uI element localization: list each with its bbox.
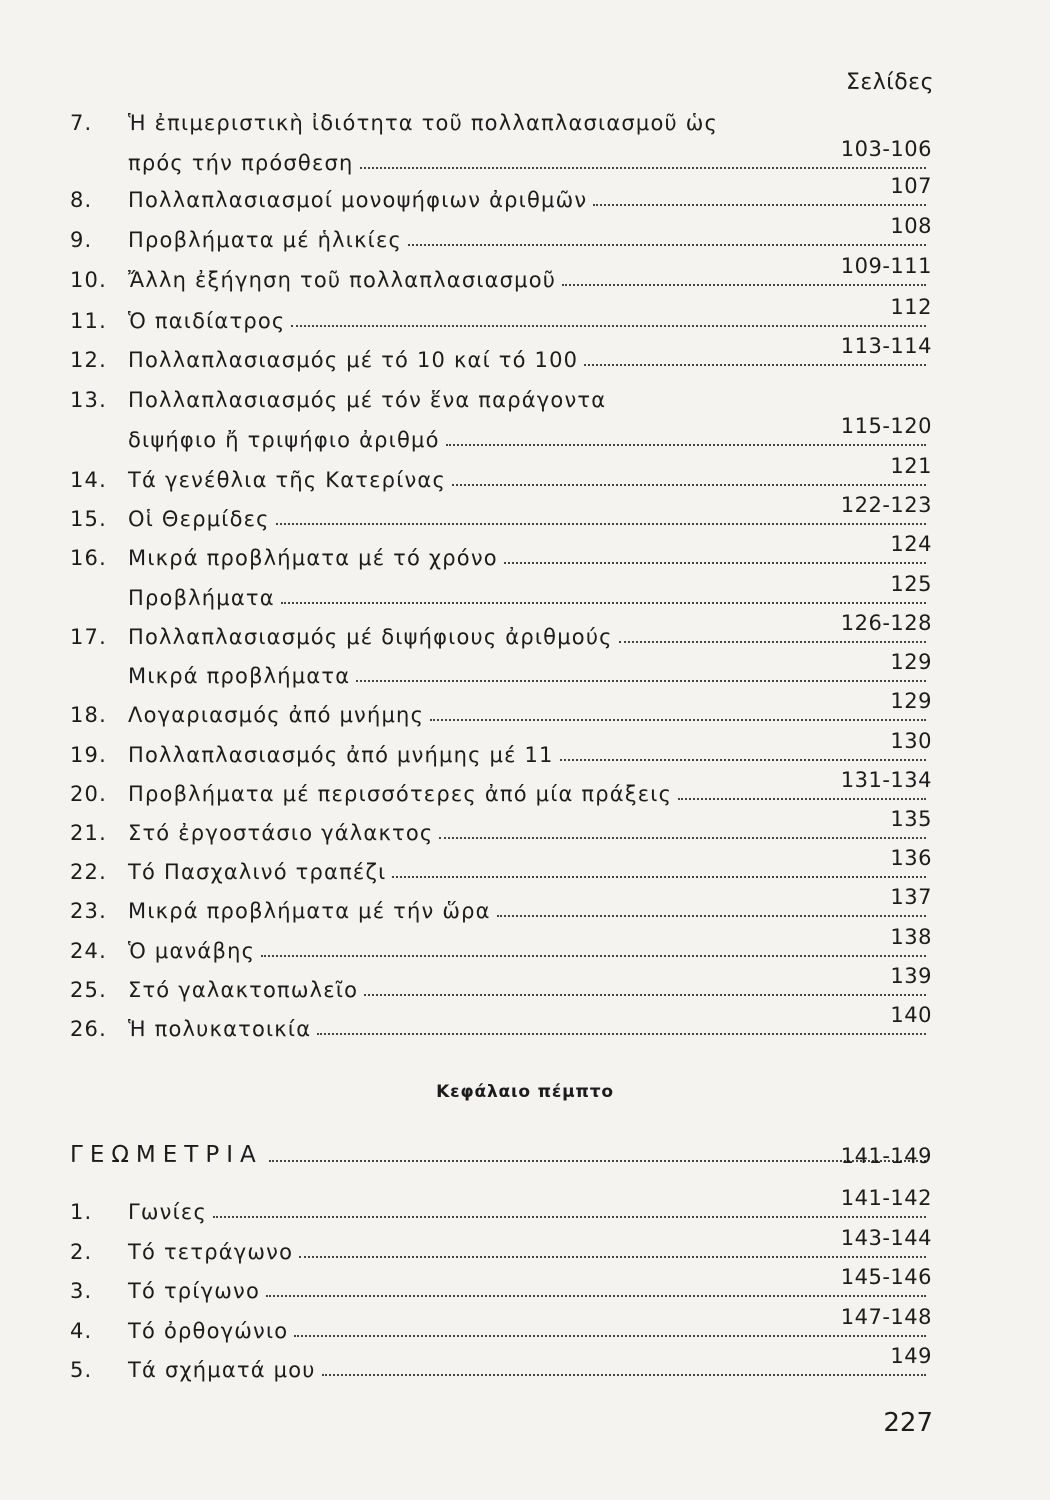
- entry-number: 7.: [70, 111, 93, 135]
- dot-leader: [276, 521, 926, 525]
- entry-pages: 137: [890, 885, 932, 909]
- entry-number: 4.: [70, 1319, 93, 1343]
- entry-pages: 107: [890, 174, 932, 198]
- entry-number: 26.: [70, 1017, 107, 1041]
- entry-pages: 125: [890, 572, 932, 596]
- entry-number: 20.: [70, 782, 107, 806]
- toc-entry: [70, 174, 932, 212]
- dot-leader: [213, 1214, 926, 1218]
- dot-leader: [619, 639, 926, 643]
- entry-number: 22.: [70, 860, 107, 884]
- entry-title: Πολλαπλασιασμός μέ τό 10 καί τό 100: [128, 348, 579, 372]
- entry-pages: 147-148: [840, 1305, 932, 1329]
- entry-title: Ὁ παιδίατρος: [128, 309, 286, 333]
- entry-number: 10.: [70, 268, 107, 292]
- entry-pages: 115-120: [840, 414, 932, 438]
- toc-entry: [70, 650, 932, 688]
- dot-leader: [430, 717, 926, 721]
- entry-pages: 112: [890, 295, 932, 319]
- toc-entry: [70, 925, 932, 963]
- entry-pages: 121: [890, 454, 932, 478]
- entry-title: Μικρά προβλήματα: [128, 664, 351, 688]
- dot-leader: [562, 282, 926, 286]
- toc-entry: [70, 611, 932, 649]
- toc-entry: [70, 1265, 932, 1303]
- toc-entry: [70, 414, 932, 452]
- dot-leader: [584, 362, 926, 366]
- entry-title-line1: Πολλαπλασιασμός μέ τόν ἕνα παράγοντα: [128, 388, 607, 412]
- entry-number: 9.: [70, 228, 93, 252]
- dot-leader: [261, 953, 926, 957]
- entry-title: πρός τήν πρόσθεση: [128, 151, 354, 175]
- entry-number: 1.: [70, 1200, 93, 1224]
- entry-number: 12.: [70, 348, 107, 372]
- entry-pages: 108: [890, 214, 932, 238]
- entry-title: Γωνίες: [128, 1200, 207, 1224]
- entry-pages: 129: [890, 650, 932, 674]
- entry-pages: 136: [890, 846, 932, 870]
- entry-pages: 109-111: [840, 254, 932, 278]
- entry-pages: 143-144: [840, 1226, 932, 1250]
- toc-entry: [70, 493, 932, 531]
- toc-entry-first-line: [70, 380, 932, 412]
- entry-title-line1: Ἡ ἐπιμεριστικὴ ἰδιότητα τοῦ πολλαπλασιασμοῦ ὡς: [128, 111, 719, 135]
- section-pages: 141-149: [840, 1144, 932, 1168]
- entry-title: Μικρά προβλήματα μέ τήν ὥρα: [128, 899, 491, 923]
- entry-number: 16.: [70, 546, 107, 570]
- toc-entry: [70, 334, 932, 372]
- toc-entry: [70, 1186, 932, 1224]
- pages-column-header: Σελίδες: [845, 70, 934, 95]
- entry-number: 24.: [70, 939, 107, 963]
- dot-leader: [408, 242, 926, 246]
- toc-entry: [70, 1226, 932, 1264]
- entry-number: 19.: [70, 743, 107, 767]
- entry-number: 5.: [70, 1358, 93, 1382]
- entry-number: 21.: [70, 821, 107, 845]
- entry-title: Λογαριασμός ἀπό μνήμης: [128, 703, 425, 727]
- entry-number: 23.: [70, 899, 107, 923]
- dot-leader: [294, 1333, 926, 1337]
- entry-pages: 145-146: [840, 1265, 932, 1289]
- toc-entry: [70, 295, 932, 333]
- dot-leader: [266, 1293, 926, 1297]
- entry-title: Τά γενέθλια τῆς Κατερίνας: [128, 468, 447, 492]
- entry-pages: 140: [890, 1003, 932, 1027]
- entry-title: Ὁ μανάβης: [128, 939, 256, 963]
- entry-number: 2.: [70, 1240, 93, 1264]
- dot-leader: [360, 165, 926, 169]
- section-title: ΓΕΩΜΕΤΡΙΑ: [70, 1142, 263, 1168]
- entry-title: Μικρά προβλήματα μέ τό χρόνο: [128, 546, 498, 570]
- entry-pages: 113-114: [840, 334, 932, 358]
- toc-entry: [70, 964, 932, 1002]
- entry-pages: 103-106: [840, 137, 932, 161]
- entry-title: Προβλήματα μέ περισσότερες ἀπό μία πράξεις: [128, 782, 673, 806]
- dot-leader: [497, 913, 926, 917]
- section-geometry: [70, 1134, 932, 1168]
- entry-pages: 130: [890, 729, 932, 753]
- toc-entry: [70, 454, 932, 492]
- toc-entry: [70, 846, 932, 884]
- entry-title: Τό τρίγωνο: [128, 1279, 261, 1303]
- entry-title: Οἱ Θερμίδες: [128, 507, 270, 531]
- toc-entry: [70, 807, 932, 845]
- toc-entry: [70, 1305, 932, 1343]
- dot-leader: [356, 678, 926, 682]
- entry-number: 14.: [70, 468, 107, 492]
- entry-number: 15.: [70, 507, 107, 531]
- dot-leader: [364, 992, 926, 996]
- entry-title: Στό γαλακτοπωλεῖο: [128, 978, 359, 1002]
- entry-pages: 129: [890, 689, 932, 713]
- entry-pages: 124: [890, 532, 932, 556]
- dot-leader: [291, 323, 926, 327]
- toc-entry: [70, 729, 932, 767]
- entry-pages: 139: [890, 964, 932, 988]
- entry-title: Τά σχήματά μου: [128, 1358, 316, 1382]
- dot-leader: [299, 1254, 926, 1258]
- entry-number: 8.: [70, 188, 93, 212]
- dot-leader: [269, 1158, 926, 1162]
- toc-entry: [70, 572, 932, 610]
- entry-title: Τό τετράγωνο: [128, 1240, 294, 1264]
- entry-title: Πολλαπλασιασμός ἀπό μνήμης μέ 11: [128, 743, 554, 767]
- entry-number: 18.: [70, 703, 107, 727]
- toc-entry: [70, 1003, 932, 1041]
- entry-number: 13.: [70, 388, 107, 412]
- dot-leader: [678, 796, 926, 800]
- toc-entry-first-line: [70, 103, 932, 135]
- toc-entry: [70, 214, 932, 252]
- toc-entry: [70, 254, 932, 292]
- entry-pages: 138: [890, 925, 932, 949]
- dot-leader: [446, 442, 926, 446]
- entry-number: 3.: [70, 1279, 93, 1303]
- dot-leader: [452, 482, 926, 486]
- dot-leader: [317, 1031, 926, 1035]
- entry-title: Προβλήματα: [128, 586, 275, 610]
- entry-number: 17.: [70, 625, 107, 649]
- toc-entry: [70, 768, 932, 806]
- entry-title: Στό ἐργοστάσιο γάλακτος: [128, 821, 434, 845]
- dot-leader: [281, 600, 926, 604]
- toc-entry: [70, 689, 932, 727]
- entry-pages: 126-128: [840, 611, 932, 635]
- toc-entry: [70, 532, 932, 570]
- entry-title: Ἄλλη ἐξήγηση τοῦ πολλαπλασιασμοῦ: [128, 268, 557, 292]
- page-number: 227: [883, 1408, 933, 1438]
- dot-leader: [593, 202, 926, 206]
- toc-entry: [70, 137, 932, 175]
- entry-title: Πολλαπλασιασμός μέ διψήφιους ἀριθμούς: [128, 625, 613, 649]
- dot-leader: [392, 874, 926, 878]
- entry-pages: 141-142: [840, 1186, 932, 1210]
- entry-number: 11.: [70, 309, 107, 333]
- entry-pages: 149: [890, 1344, 932, 1368]
- toc-entry: [70, 1344, 932, 1382]
- entry-title: Τό Πασχαλινό τραπέζι: [128, 860, 387, 884]
- chapter-heading: Κεφάλαιο πέμπτο: [436, 1082, 614, 1102]
- entry-title: διψήφιο ἤ τριψήφιο ἀριθμό: [128, 428, 440, 452]
- dot-leader: [560, 757, 926, 761]
- entry-title: Ἡ πολυκατοικία: [128, 1017, 312, 1041]
- entry-title: Πολλαπλασιασμοί μονοψήφιων ἀριθμῶν: [128, 188, 588, 212]
- dot-leader: [504, 560, 926, 564]
- entry-pages: 135: [890, 807, 932, 831]
- entry-pages: 122-123: [840, 493, 932, 517]
- entry-number: 25.: [70, 978, 107, 1002]
- entry-title: Τό ὀρθογώνιο: [128, 1319, 289, 1343]
- entry-pages: 131-134: [840, 768, 932, 792]
- entry-title: Προβλήματα μέ ἡλικίες: [128, 228, 403, 252]
- toc-entry: [70, 885, 932, 923]
- dot-leader: [322, 1372, 926, 1376]
- dot-leader: [439, 835, 926, 839]
